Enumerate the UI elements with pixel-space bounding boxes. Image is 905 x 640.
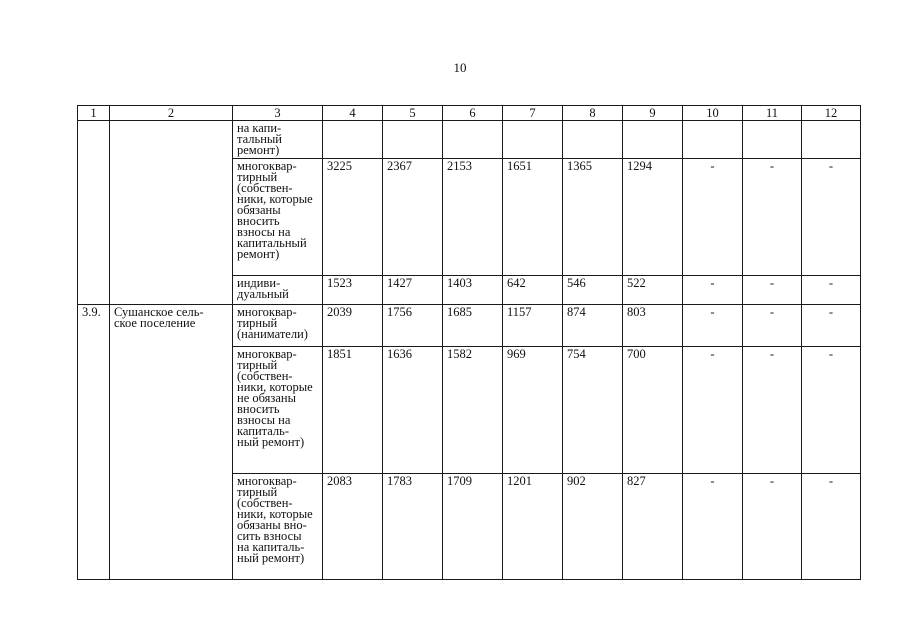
index-cell: 3.9. (78, 305, 110, 580)
value-cell (383, 121, 443, 159)
value-cell: - (683, 276, 743, 305)
value-cell: 874 (563, 305, 623, 347)
value-cell: 754 (563, 347, 623, 474)
value-cell: 1523 (323, 276, 383, 305)
value-cell: 1685 (443, 305, 503, 347)
value-cell: 3225 (323, 159, 383, 276)
value-cell: 2083 (323, 474, 383, 580)
value-cell (802, 121, 861, 159)
header-cell: 6 (443, 106, 503, 121)
header-row (78, 106, 861, 121)
value-cell: 2039 (323, 305, 383, 347)
value-cell (683, 121, 743, 159)
header-cell: 5 (383, 106, 443, 121)
header-cell: 2 (110, 106, 233, 121)
header-cell: 9 (623, 106, 683, 121)
housing-type-cell: индиви- дуальный (233, 276, 323, 305)
value-cell: 546 (563, 276, 623, 305)
value-cell: - (683, 305, 743, 347)
value-cell: 969 (503, 347, 563, 474)
header-cell: 11 (743, 106, 802, 121)
value-cell: 2153 (443, 159, 503, 276)
header-cell: 4 (323, 106, 383, 121)
header-cell: 8 (563, 106, 623, 121)
header-cell: 1 (78, 106, 110, 121)
value-cell: 522 (623, 276, 683, 305)
value-cell: 1201 (503, 474, 563, 580)
value-cell: - (802, 347, 861, 474)
value-cell: 1403 (443, 276, 503, 305)
housing-type-cell: многоквар- тирный (собствен- ники, которые не обязаны вносить взносы на капиталь- ный ремонт) (233, 347, 323, 474)
value-cell: 1756 (383, 305, 443, 347)
value-cell: 1709 (443, 474, 503, 580)
value-cell: - (802, 474, 861, 580)
value-cell: - (743, 276, 802, 305)
value-cell: 1582 (443, 347, 503, 474)
value-cell: 700 (623, 347, 683, 474)
value-cell (323, 121, 383, 159)
value-cell: - (743, 159, 802, 276)
value-cell: 1636 (383, 347, 443, 474)
value-cell: 803 (623, 305, 683, 347)
settlement-cell (110, 121, 233, 305)
value-cell: 1294 (623, 159, 683, 276)
index-cell (78, 121, 110, 305)
housing-type-cell: на капи- тальный ремонт) (233, 121, 323, 159)
value-cell: - (802, 305, 861, 347)
value-cell: 1783 (383, 474, 443, 580)
value-cell: - (743, 474, 802, 580)
value-cell: - (802, 276, 861, 305)
housing-type-cell: многоквар- тирный (собствен- ники, которые обязаны вно- сить взносы на капиталь- ный ремонт) (233, 474, 323, 580)
value-cell: - (743, 347, 802, 474)
header-cell: 7 (503, 106, 563, 121)
value-cell (503, 121, 563, 159)
value-cell: - (683, 474, 743, 580)
value-cell: 1365 (563, 159, 623, 276)
table-row (78, 121, 861, 159)
value-cell (563, 121, 623, 159)
value-cell: 1427 (383, 276, 443, 305)
value-cell: 642 (503, 276, 563, 305)
value-cell: 902 (563, 474, 623, 580)
value-cell: - (743, 305, 802, 347)
value-cell (443, 121, 503, 159)
value-cell: 1851 (323, 347, 383, 474)
value-cell: - (683, 347, 743, 474)
header-cell: 12 (802, 106, 861, 121)
value-cell: 827 (623, 474, 683, 580)
header-cell: 3 (233, 106, 323, 121)
value-cell (743, 121, 802, 159)
housing-type-cell: многоквар- тирный (собствен- ники, которые обязаны вносить взносы на капитальный ремонт) (233, 159, 323, 276)
tariff-table (77, 105, 861, 580)
value-cell: 2367 (383, 159, 443, 276)
table-row (78, 305, 861, 347)
page-number: 10 (453, 60, 467, 75)
value-cell: 1157 (503, 305, 563, 347)
value-cell: - (802, 159, 861, 276)
housing-type-cell: многоквар- тирный (наниматели) (233, 305, 323, 347)
header-cell: 10 (683, 106, 743, 121)
value-cell: 1651 (503, 159, 563, 276)
value-cell: - (683, 159, 743, 276)
settlement-cell: Сушанское сель- ское поселение (110, 305, 233, 580)
value-cell (623, 121, 683, 159)
